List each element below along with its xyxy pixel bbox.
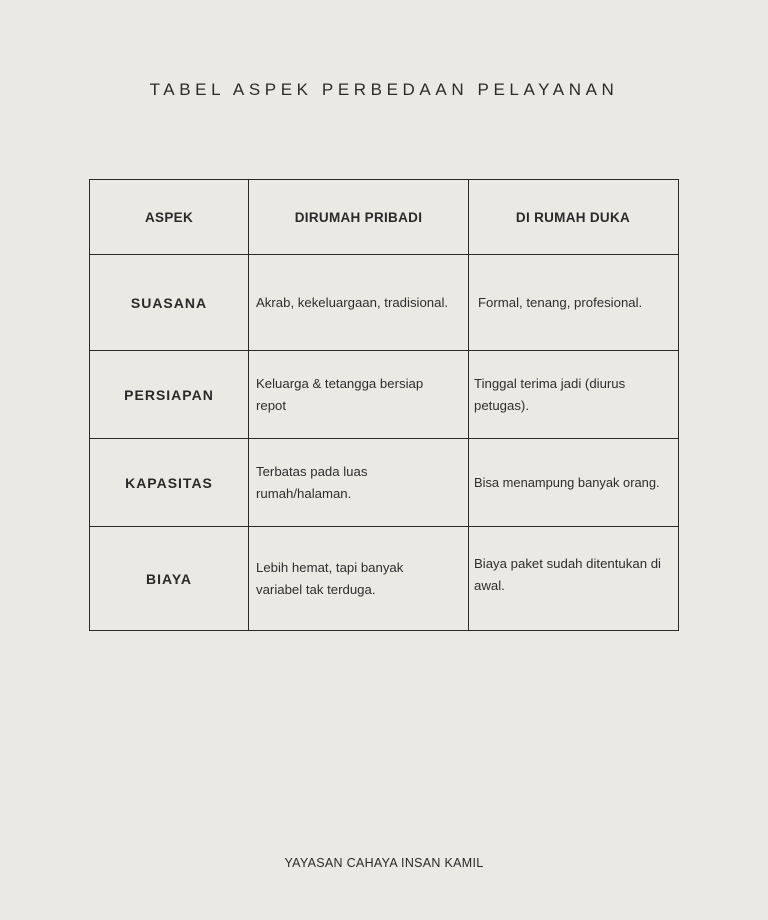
- table-row: [90, 526, 678, 630]
- funeral-text: Biaya paket sudah ditentukan di awal.: [474, 556, 661, 593]
- table-row: [90, 438, 678, 526]
- aspect-cell: [90, 439, 248, 526]
- funeral-cell: [468, 439, 677, 526]
- funeral-text: Formal, tenang, profesional.: [478, 294, 643, 310]
- home-cell: [248, 255, 468, 350]
- funeral-cell: [468, 351, 677, 438]
- funeral-cell: [468, 527, 677, 630]
- home-cell: [248, 527, 468, 630]
- funeral-cell: [468, 255, 677, 350]
- header-label: ASPEK: [144, 209, 193, 225]
- funeral-text: Bisa menampung banyak orang.: [474, 474, 660, 490]
- header-cell-home: [248, 180, 468, 254]
- aspect-label: PERSIAPAN: [124, 386, 214, 403]
- table-row: [90, 254, 678, 350]
- home-cell: [248, 439, 468, 526]
- aspect-label: SUASANA: [130, 294, 208, 311]
- table-row: [90, 350, 678, 438]
- header-label: DI RUMAH DUKA: [515, 209, 631, 225]
- home-cell: [248, 351, 468, 438]
- home-text: Akrab, kekeluargaan, tradisional.: [256, 294, 449, 310]
- aspect-label: KAPASITAS: [125, 474, 213, 491]
- comparison-table: [89, 179, 679, 631]
- aspect-cell: [90, 255, 248, 350]
- page-title: TABEL ASPEK PERBEDAAN PELAYANAN: [149, 80, 619, 99]
- header-label: DIRUMAH PRIBADI: [294, 209, 423, 225]
- home-text: Terbatas pada luas rumah/halaman.: [256, 463, 368, 501]
- home-text: Keluarga & tetangga bersiap repot: [256, 375, 424, 413]
- aspect-cell: [90, 351, 248, 438]
- home-text: Lebih hemat, tapi banyak variabel tak terduga.: [256, 559, 404, 597]
- funeral-text: Tinggal terima jadi (diurus petugas).: [474, 375, 626, 413]
- aspect-cell: [90, 527, 248, 630]
- header-cell-aspect: [90, 180, 248, 254]
- header-cell-funeral-home: [468, 180, 677, 254]
- footer-organization: YAYASAN CAHAYA INSAN KAMIL: [284, 856, 484, 870]
- aspect-label: BIAYA: [146, 570, 192, 587]
- table-header-row: [90, 180, 678, 254]
